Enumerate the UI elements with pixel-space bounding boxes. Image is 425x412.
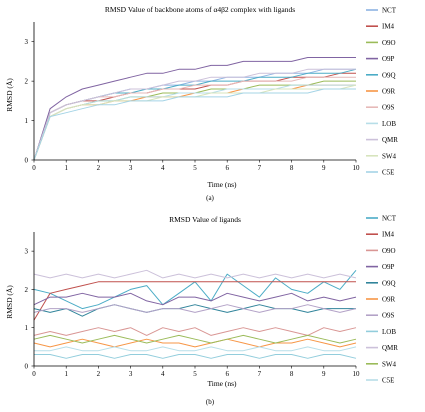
chart-a-x-tick-label: 4 (161, 164, 165, 172)
chart-a-series-c5e (34, 89, 356, 160)
chart-b-x-tick-label: 10 (352, 370, 360, 378)
chart-a-series-sw4 (34, 85, 356, 160)
chart-b-y-tick-label: 1 (24, 324, 28, 333)
chart-b-legend-label: IM4 (382, 230, 395, 239)
chart-b-y-tick-label: 3 (24, 247, 28, 256)
chart-b-x-tick-label: 4 (161, 370, 165, 378)
chart-a-series-im4 (34, 73, 356, 160)
chart-b-x-tick-label: 2 (96, 370, 101, 378)
chart-b-series-nct (34, 270, 356, 308)
chart-b-ylabel: RMSD (Å) (5, 285, 14, 319)
chart-b-plot (25, 232, 361, 378)
chart-a-x-tick-label: 1 (64, 164, 68, 172)
chart-b-x-tick-label: 3 (128, 370, 133, 378)
chart-a-series-lob (34, 85, 356, 160)
chart-a-series-nct (34, 69, 356, 160)
chart-b-x-tick-label: 5 (193, 370, 197, 378)
chart-a-x-tick-label: 5 (193, 164, 197, 172)
chart-a-legend-label: O9P (382, 55, 395, 64)
chart-b-legend-label: O9R (382, 295, 396, 304)
chart-b-x-tick-label: 1 (64, 370, 68, 378)
chart-a-y-tick-label: 0 (24, 156, 28, 165)
chart-a-legend-label: O9S (382, 103, 395, 112)
chart-a-x-tick-label: 0 (32, 164, 36, 172)
chart-b-series-qmr (34, 270, 356, 278)
chart-a-x-tick-label: 2 (96, 164, 101, 172)
chart-a-series-o9q (34, 69, 356, 160)
chart-b-legend-label: O9O (382, 246, 396, 255)
chart-a-x-tick-label: 6 (225, 164, 229, 172)
chart-a-legend-label: LOB (382, 119, 396, 128)
chart-b-legend-label: O9S (382, 311, 395, 320)
chart-a-legend-label: IM4 (382, 22, 395, 31)
chart-b-x-tick-label: 6 (225, 370, 229, 378)
chart-b-legend-label: O9P (382, 263, 395, 272)
chart-b-series-o9q (34, 305, 356, 317)
chart-a-caption: (a) (206, 194, 214, 202)
chart-b (5, 215, 398, 407)
chart-b-series-lob (34, 355, 356, 359)
chart-b-series-c5e (34, 347, 356, 351)
chart-b-series-o9o (34, 328, 356, 336)
chart-a (5, 5, 398, 202)
chart-a-legend-label: QMR (382, 136, 398, 145)
chart-b-legend-label: O9Q (382, 279, 396, 288)
chart-a-ylabel: RMSD (Å) (5, 78, 14, 112)
chart-b-legend-label: NCT (382, 214, 396, 223)
chart-a-legend-label: SW4 (382, 152, 396, 161)
chart-a-x-tick-label: 7 (257, 164, 262, 172)
chart-a-legend-label: O9R (382, 87, 396, 96)
chart-a-legend-label: O9O (382, 38, 396, 47)
chart-b-series-o9p (34, 293, 356, 304)
chart-b-y-tick-label: 0 (24, 362, 28, 371)
chart-a-y-tick-label: 2 (24, 77, 28, 86)
chart-a-series-qmr (34, 69, 356, 160)
chart-a-series-o9s (34, 77, 356, 160)
chart-b-legend-label: QMR (382, 344, 398, 353)
chart-a-plot (25, 22, 361, 172)
chart-a-x-tick-label: 10 (352, 164, 360, 172)
chart-a-legend-label: C5E (382, 168, 395, 177)
chart-a-x-tick-label: 3 (128, 164, 133, 172)
chart-b-legend-label: C5E (382, 376, 395, 385)
chart-a-x-tick-label: 9 (322, 164, 326, 172)
chart-b-x-tick-label: 0 (32, 370, 36, 378)
chart-a-title: RMSD Value of backbone atoms of α4β2 complex with ligands (104, 5, 296, 14)
chart-a-legend (366, 7, 398, 177)
chart-b-legend-label: SW4 (382, 360, 396, 369)
chart-a-x-tick-label: 8 (289, 164, 294, 172)
chart-b-legend (366, 215, 398, 385)
chart-a-y-tick-label: 3 (24, 38, 28, 47)
chart-a-legend-label: NCT (382, 6, 396, 15)
chart-b-y-tick-label: 2 (24, 285, 28, 294)
chart-a-series-o9r (34, 85, 356, 160)
chart-b-x-tick-label: 8 (289, 370, 294, 378)
chart-b-caption: (b) (205, 398, 215, 406)
chart-a-legend-label: O9Q (382, 71, 396, 80)
chart-b-x-tick-label: 9 (322, 370, 326, 378)
chart-b-title: RMSD Value of ligands (169, 215, 241, 224)
chart-a-xlabel: Time (ns) (207, 180, 237, 189)
chart-a-y-tick-label: 1 (24, 117, 28, 126)
chart-b-legend-label: LOB (382, 327, 396, 336)
chart-b-x-tick-label: 7 (257, 370, 262, 378)
chart-b-xlabel: Time (ns) (207, 379, 237, 388)
